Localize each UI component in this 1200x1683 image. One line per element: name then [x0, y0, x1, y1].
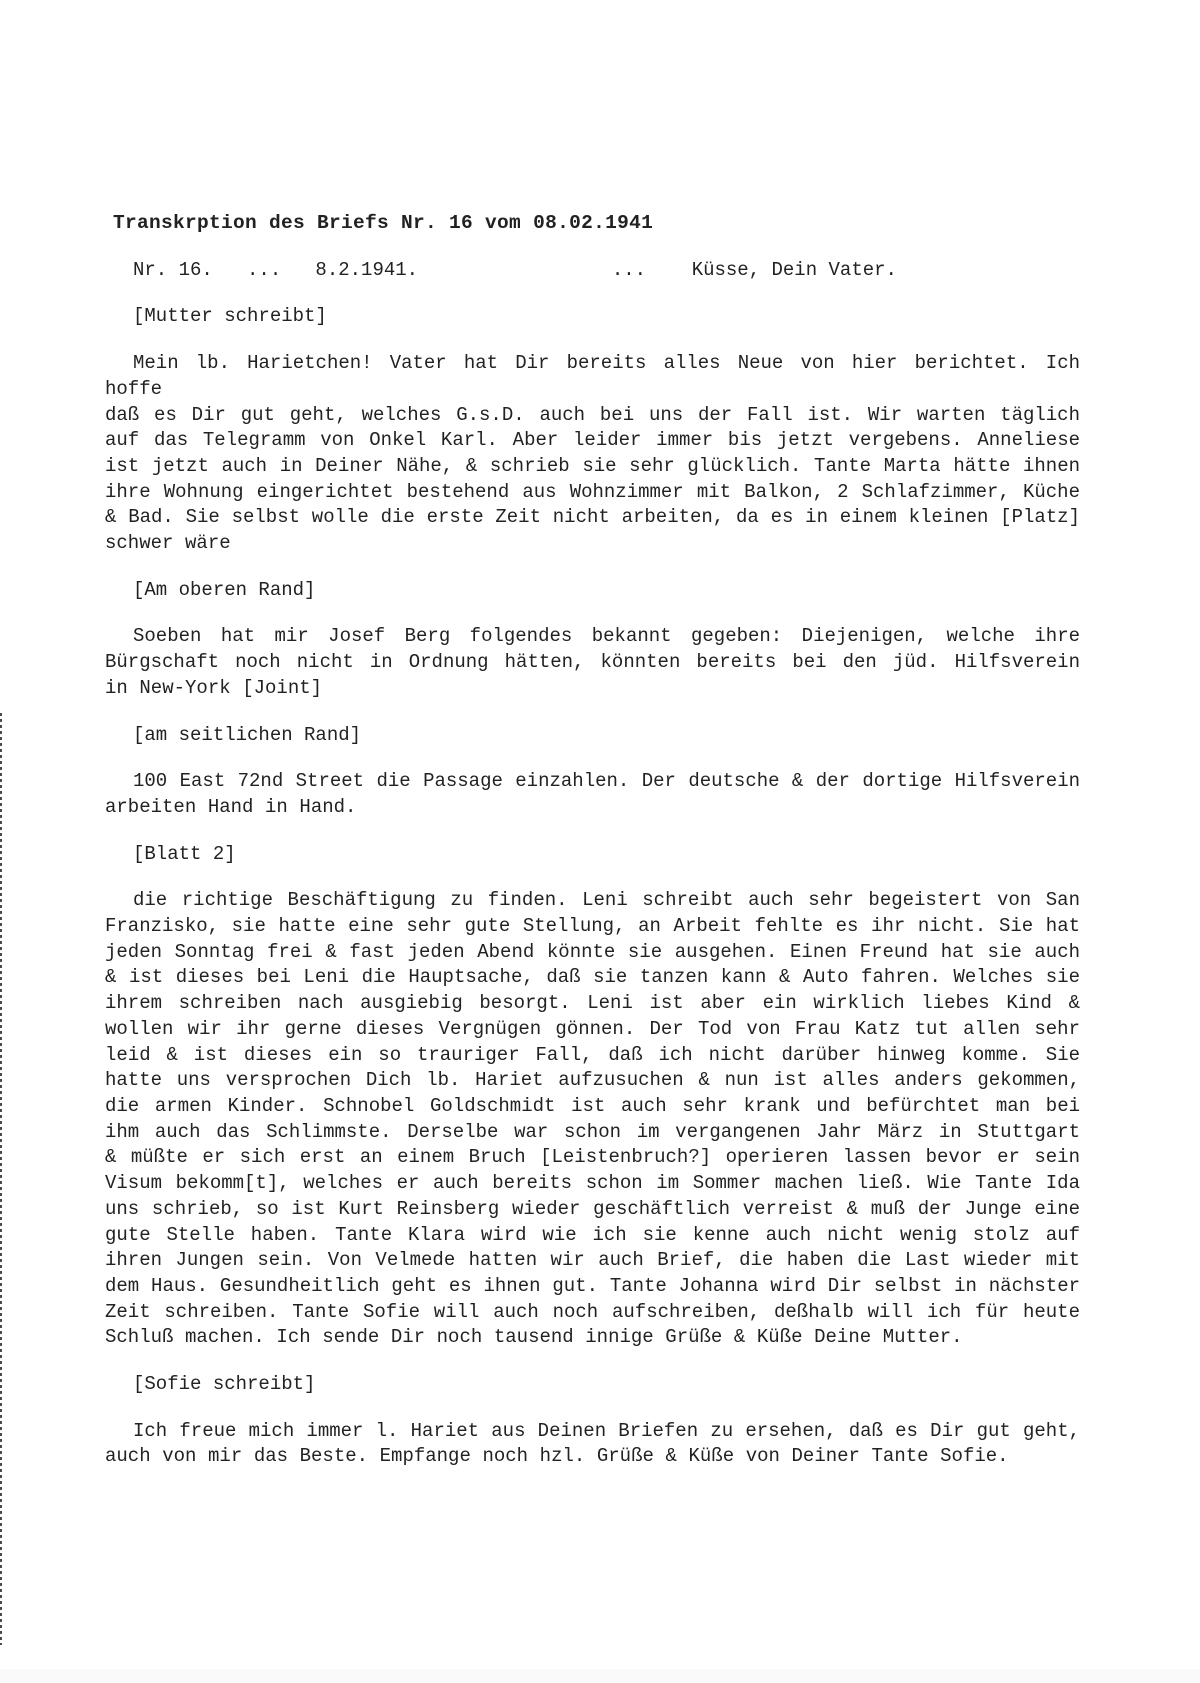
scan-bottom-shadow	[0, 1669, 1200, 1683]
text-line: Ich freue mich immer l. Hariet aus Deinen Briefen zu ersehen, daß es Dir gut geht,	[133, 1419, 1080, 1442]
text-line: & ist dieses bei Leni die Hauptsache, daß sie tanzen kann & Auto fahren. Welches sie	[105, 966, 1080, 989]
text-line: leid & ist dieses ein so trauriger Fall, daß ich nicht darüber hinweg komme. Sie	[105, 1043, 1080, 1066]
text-line: ihm auch das Schlimmste. Derselbe war schon im vergangenen Jahr März in Stuttgart	[105, 1120, 1080, 1143]
annotation-line: [Am oberen Rand]	[133, 578, 316, 601]
text-line: arbeiten Hand in Hand.	[105, 795, 357, 818]
text-line: 100 East 72nd Street die Passage einzahlen. Der deutsche & der dortige Hilfsverein	[133, 770, 1080, 793]
annotation-line: [Mutter schreibt]	[133, 305, 327, 328]
scan-edge-dashed-line	[0, 713, 2, 1645]
text-line: ihren Jungen sein. Von Velmede hatten wir auch Brief, die haben die Last wieder mit	[105, 1249, 1080, 1272]
text-line: & müßte er sich erst an einem Bruch [Leistenbruch?] operieren lassen bevor er sein	[105, 1146, 1080, 1169]
text-line: in New-York [Joint]	[105, 676, 323, 699]
text-line: die armen Kinder. Schnobel Goldschmidt ist auch sehr krank und befürchtet man bei	[105, 1094, 1080, 1117]
annotation-line: [Sofie schreibt]	[133, 1373, 316, 1396]
paragraph	[105, 1419, 1080, 1470]
paragraph	[105, 351, 1080, 557]
annotation-line: [am seitlichen Rand]	[133, 723, 362, 746]
text-line: Visum bekomm[t], welches er auch bereits schon im Sommer machen ließ. Wie Tante Ida	[105, 1172, 1080, 1195]
text-line: hatte uns versprochen Dich lb. Hariet aufzusuchen & nun ist alles anders gekommen,	[105, 1069, 1080, 1092]
text-line: schwer wäre	[105, 532, 231, 555]
text-line: daß es Dir gut geht, welches G.s.D. auch bei uns der Fall ist. Wir warten täglich	[105, 403, 1080, 426]
document-title: Transkrption des Briefs Nr. 16 vom 08.02.1941	[113, 212, 654, 234]
letter-transcription	[105, 211, 1080, 1491]
text-line: Mein lb. Harietchen! Vater hat Dir bereits alles Neue von hier berichtet. Ich hoffe	[105, 352, 1080, 400]
text-line: ihrem schreiben nach ausgiebig besorgt. Leni ist aber ein wirklich liebes Kind &	[105, 992, 1080, 1015]
paragraph	[105, 769, 1080, 820]
text-line: Soeben hat mir Josef Berg folgendes bekannt gegeben: Diejenigen, welche ihre	[133, 625, 1080, 648]
text-line: wollen wir ihr gerne dieses Vergnügen gönnen. Der Tod von Frau Katz tut allen sehr	[105, 1017, 1080, 1040]
text-line: Bürgschaft noch nicht in Ordnung hätten, könnten bereits bei den jüd. Hilfsverein	[105, 651, 1080, 674]
text-line: uns schrieb, so ist Kurt Reinsberg wieder geschäftlich verreist & muß der Junge eine	[105, 1197, 1080, 1220]
text-line: die richtige Beschäftigung zu finden. Leni schreibt auch sehr begeistert von San	[133, 889, 1080, 912]
annotation-line: [Blatt 2]	[133, 842, 236, 865]
text-line: ist jetzt auch in Deiner Nähe, & schrieb sie sehr glücklich. Tante Marta hätte ihnen	[105, 454, 1080, 477]
paragraph	[105, 624, 1080, 701]
paragraph	[105, 888, 1080, 1351]
letter-body	[105, 304, 1080, 1470]
text-line: auf das Telegramm von Onkel Karl. Aber leider immer bis jetzt vergebens. Anneliese	[105, 429, 1080, 452]
letter-header-line: Nr. 16. ... 8.2.1941. ... Küsse, Dein Vater.	[133, 258, 897, 281]
text-line: Franzisko, sie hatte eine sehr gute Stellung, an Arbeit fehlte es ihr nicht. Sie hat	[105, 915, 1080, 938]
text-line: auch von mir das Beste. Empfange noch hzl. Grüße & Küße von Deiner Tante Sofie.	[105, 1445, 1009, 1468]
text-line: Zeit schreiben. Tante Sofie will auch noch aufschreiben, deßhalb will ich für heute	[105, 1300, 1080, 1323]
text-line: ihre Wohnung eingerichtet bestehend aus Wohnzimmer mit Balkon, 2 Schlafzimmer, Küche	[105, 480, 1080, 503]
text-line: gute Stelle haben. Tante Klara wird wie ich sie kenne auch nicht wenig stolz auf	[105, 1223, 1080, 1246]
text-line: dem Haus. Gesundheitlich geht es ihnen gut. Tante Johanna wird Dir selbst in nächster	[105, 1274, 1080, 1297]
text-line: Schluß machen. Ich sende Dir noch tausend innige Grüße & Küße Deine Mutter.	[105, 1326, 963, 1349]
text-line: & Bad. Sie selbst wolle die erste Zeit nicht arbeiten, da es in einem kleinen [Platz]	[105, 506, 1080, 529]
text-line: jeden Sonntag frei & fast jeden Abend könnte sie ausgehen. Einen Freund hat sie auch	[105, 940, 1080, 963]
